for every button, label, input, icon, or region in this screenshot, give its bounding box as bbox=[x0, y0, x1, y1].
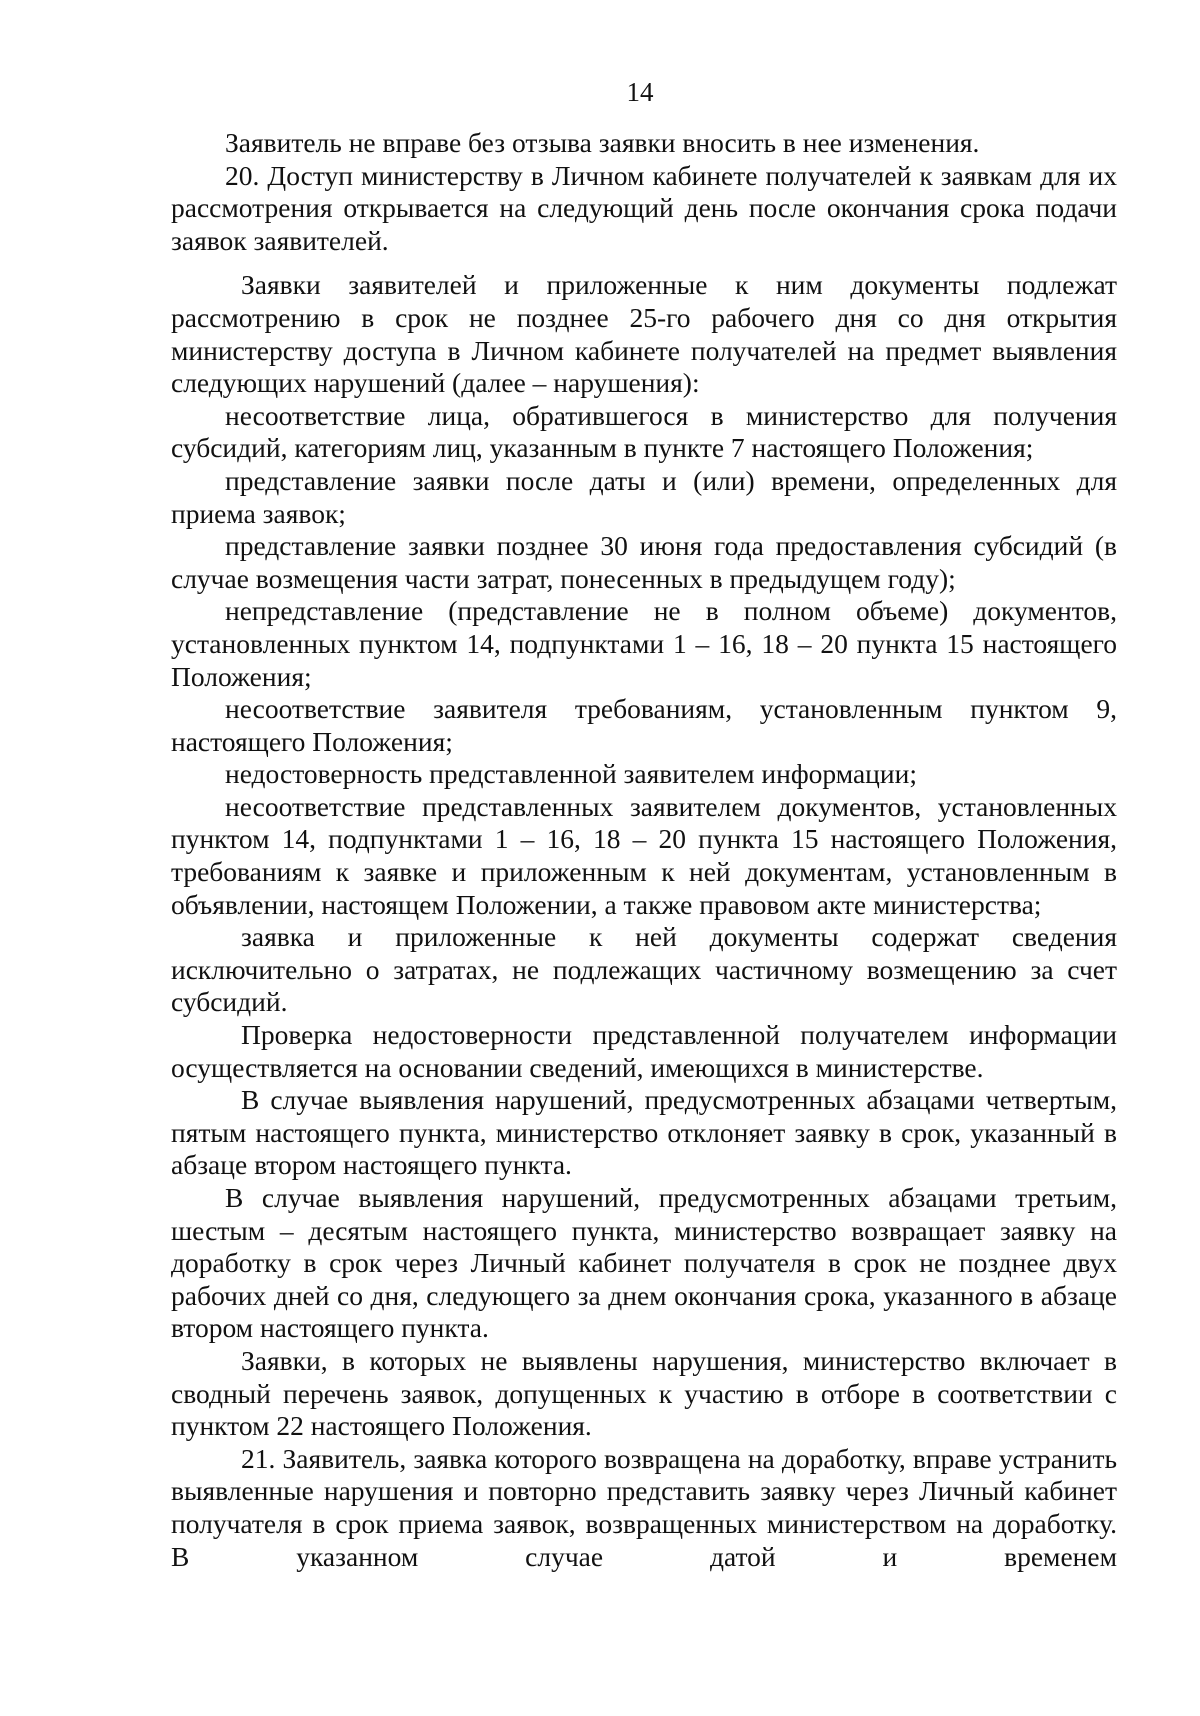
paragraph: несоответствие представленных заявителем документов, установленных пунктом 14, подпунктами 1 – 16, 18 – 20 пункта 15 настоящего Положения, требованиям к заявке и приложенным к ней документам, установленным в объявлении, настоящем Положении, а также правовом акте министерства; bbox=[171, 790, 1117, 920]
paragraph: заявка и приложенные к ней документы содержат сведения исключительно о затратах, не подлежащих частичному возмещению за счет субсидий. bbox=[171, 921, 1117, 1018]
paragraph: представление заявки позднее 30 июня года предоставления субсидий (в случае возмещения части затрат, понесенных в предыдущем году); bbox=[171, 530, 1117, 594]
paragraph: 21. Заявитель, заявка которого возвращена на доработку, вправе устранить выявленные нарушения и повторно представить заявку через Личный кабинет получателя в срок приема заявок, возвращенных министерством на доработку. В указанном случае датой и временем bbox=[171, 1442, 1117, 1572]
paragraph: Заявитель не вправе без отзыва заявки вносить в нее изменения. bbox=[225, 127, 980, 158]
paragraph: несоответствие лица, обратившегося в министерство для получения субсидий, категориям лиц, указанным в пункте 7 настоящего Положения; bbox=[171, 399, 1117, 464]
page-number: 14 bbox=[626, 77, 654, 107]
paragraph: недостоверность представленной заявителем информации; bbox=[225, 758, 917, 790]
paragraph: непредставление (представление не в полном объеме) документов, установленных пунктом 14, подпунктами 1 – 16, 18 – 20 пункта 15 настоящего Положения; bbox=[171, 595, 1117, 692]
document-body bbox=[171, 127, 1117, 1573]
paragraph: Заявки заявителей и приложенные к ним документы подлежат рассмотрению в срок не позднее 25-го рабочего дня со дня открытия министерству доступа в Личном кабинете получателей на предмет выявления следующих нарушений (далее – нарушения): bbox=[171, 269, 1117, 399]
paragraph: 20. Доступ министерству в Личном кабинете получателей к заявкам для их рассмотрения открывается на следующий день после окончания срока подачи заявок заявителей. bbox=[171, 159, 1117, 256]
paragraph: В случае выявления нарушений, предусмотренных абзацами четвертым, пятым настоящего пункта, министерство отклоняет заявку в срок, указанный в абзаце втором настоящего пункта. bbox=[171, 1084, 1117, 1181]
paragraph: несоответствие заявителя требованиям, установленным пунктом 9, настоящего Положения; bbox=[171, 693, 1117, 757]
paragraph: В случае выявления нарушений, предусмотренных абзацами третьим, шестым – десятым настоящего пункта, министерство возвращает заявку на доработку в срок через Личный кабинет получателя в срок не позднее двух рабочих дней со дня, следующего за днем окончания срока, указанного в абзаце втором настоящего пункта. bbox=[171, 1182, 1117, 1344]
paragraph: Заявки, в которых не выявлены нарушения, министерство включает в сводный перечень заявок, допущенных к участию в отборе в соответствии с пунктом 22 настоящего Положения. bbox=[171, 1344, 1117, 1442]
paragraph: представление заявки после даты и (или) времени, определенных для приема заявок; bbox=[171, 464, 1117, 529]
paragraph: Проверка недостоверности представленной получателем информации осуществляется на основании сведений, имеющихся в министерстве. bbox=[171, 1019, 1117, 1083]
